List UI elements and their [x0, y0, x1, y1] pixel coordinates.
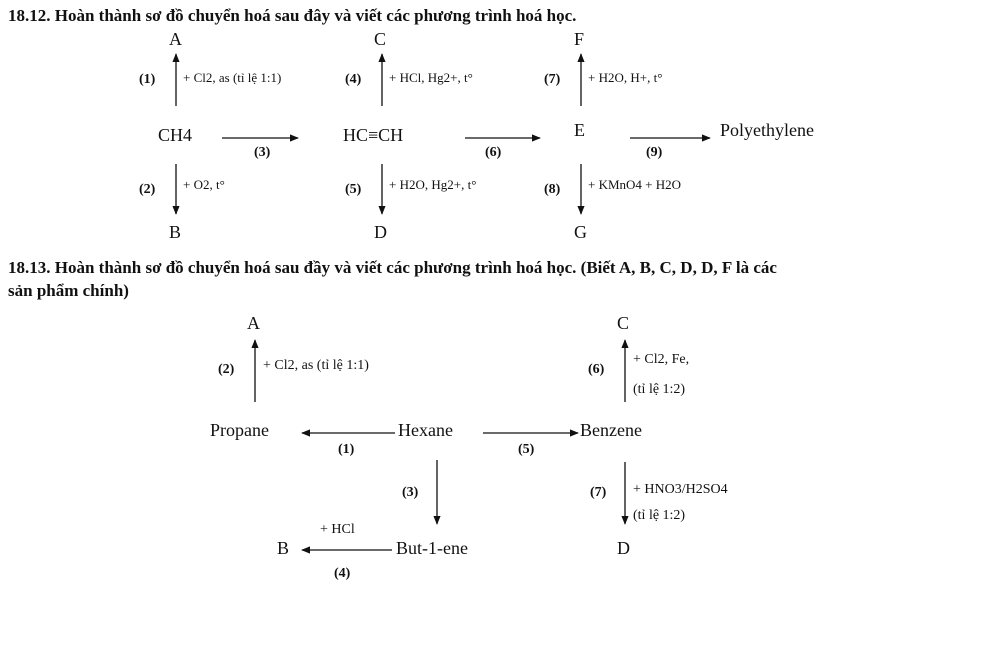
reagent-8: + KMnO4 + H2O — [588, 177, 682, 192]
step-6: (6) — [485, 145, 502, 160]
reagent-2: + O2, t° — [183, 177, 225, 192]
p2-step-1: (1) — [338, 442, 355, 457]
node-F: F — [574, 29, 585, 49]
p2-reagent-7a: + HNO3/H2SO4 — [633, 482, 728, 497]
step-9: (9) — [646, 145, 663, 160]
p2-node-hexane: Hexane — [398, 420, 453, 440]
p2-reagent-2: + Cl2, as (tỉ lệ 1:1) — [263, 358, 369, 373]
reagent-1: + Cl2, as (tỉ lệ 1:1) — [183, 70, 282, 85]
node-polyethylene: Polyethylene — [720, 120, 814, 140]
problem-18-13-title-line2: sản phẩm chính) — [8, 281, 129, 300]
step-2: (2) — [139, 182, 156, 197]
p2-step-2: (2) — [218, 362, 235, 377]
reagent-5: + H2O, Hg2+, t° — [389, 177, 477, 192]
step-5: (5) — [345, 182, 362, 197]
p2-step-5: (5) — [518, 442, 535, 457]
p2-step-6: (6) — [588, 362, 605, 377]
node-C: C — [374, 29, 387, 49]
p2-node-propane: Propane — [210, 420, 269, 440]
p2-reagent-7b: (tỉ lệ 1:2) — [633, 508, 686, 523]
p2-step-7: (7) — [590, 485, 607, 500]
p2-node-D: D — [617, 538, 630, 558]
p2-node-benzene: Benzene — [580, 420, 642, 440]
p2-step-4: (4) — [334, 566, 351, 581]
problem-18-13-title-line1: 18.13. Hoàn thành sơ đồ chuyển hoá sau đầy và viết các phương trình hoá học. (Biết A, B, C, D, D, F là các — [8, 258, 777, 277]
p2-reagent-4: + HCl — [320, 522, 355, 537]
problem-18-12-title: 18.12. Hoàn thành sơ đồ chuyển hoá sau đây và viết các phương trình hoá học. — [8, 6, 577, 25]
step-8: (8) — [544, 182, 561, 197]
p2-node-A: A — [247, 313, 260, 333]
node-E: E — [574, 120, 585, 140]
p2-step-3: (3) — [402, 485, 419, 500]
node-D: D — [374, 222, 387, 242]
node-B: B — [169, 222, 182, 242]
step-4: (4) — [345, 72, 362, 87]
step-7: (7) — [544, 72, 561, 87]
node-A: A — [169, 29, 182, 49]
reagent-7: + H2O, H+, t° — [588, 70, 663, 85]
p2-reagent-6b: (tỉ lệ 1:2) — [633, 382, 686, 397]
node-G: G — [574, 222, 587, 242]
step-3: (3) — [254, 145, 271, 160]
p2-node-C: C — [617, 313, 630, 333]
p2-reagent-6a: + Cl2, Fe, — [633, 352, 690, 367]
p2-node-B: B — [277, 538, 290, 558]
node-acetylene: HC≡CH — [343, 125, 404, 145]
node-CH4: CH4 — [158, 125, 193, 145]
reagent-4: + HCl, Hg2+, t° — [389, 70, 473, 85]
p2-node-but-1-ene: But-1-ene — [396, 538, 468, 558]
step-1: (1) — [139, 72, 156, 87]
